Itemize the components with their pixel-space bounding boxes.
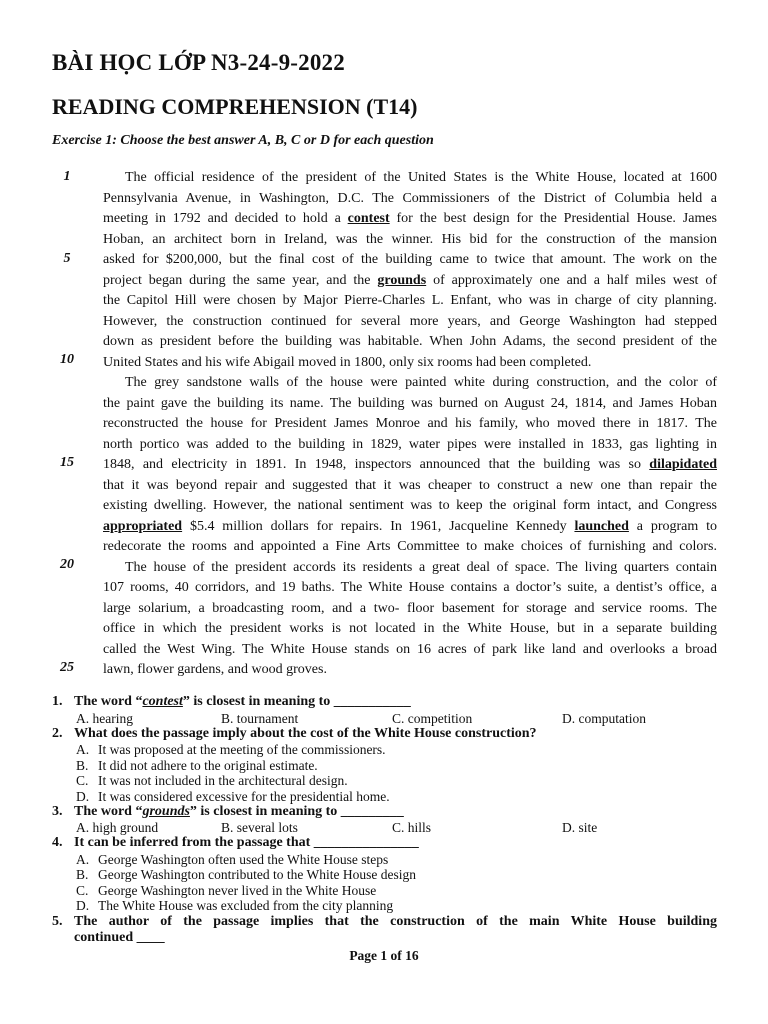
answer-option[interactable]: C. hills: [392, 820, 432, 835]
question-keyword: contest: [142, 694, 183, 709]
exercise-instruction: Exercise 1: Choose the best answer A, B, C or D for each question: [52, 133, 434, 148]
section-title: READING COMPREHENSION (T14): [52, 94, 418, 119]
vocab-word-appropriated: appropriated: [103, 518, 183, 534]
answer-option[interactable]: A. George Washington often used the White House steps: [76, 851, 389, 867]
line-number: 25: [60, 660, 74, 675]
page-footer: Page 1 of 16: [349, 948, 419, 963]
answer-option[interactable]: C. It was not included in the architectural design.: [76, 773, 348, 788]
passage-line: north portico was added to the building in 1829, water pipes were installed in 1833, gas lighting in: [103, 436, 717, 452]
passage-line: the Capitol Hill were chosen by Major Pierre-Charles L. Enfant, who was in charge of city planning.: [103, 293, 717, 308]
passage-line: asked for $200,000, but the final cost of the building came to twice that amount. The work on the: [103, 252, 717, 267]
question-2: 2. What does the passage imply about the cost of the White House construction?: [52, 726, 537, 741]
passage-line: lawn, flower gardens, and wood groves.: [103, 662, 327, 677]
line-number: 15: [60, 455, 74, 470]
passage-line: The grey sandstone walls of the house were painted white during construction, and the color of: [125, 375, 717, 390]
answer-option[interactable]: D. computation: [562, 711, 646, 726]
answer-option[interactable]: D. site: [562, 820, 598, 835]
line-number: 5: [63, 251, 71, 266]
passage-line: 107 rooms, 40 corridors, and 19 baths. The White House contains a doctor’s suite, a dentist’s office, a: [103, 580, 717, 595]
vocab-word-contest: contest: [347, 211, 390, 226]
passage-line: Hoban, an architect born in Ireland, was the winner. His bid for the construction of the mansion: [103, 231, 717, 247]
passage-line: redecorate the rooms and appointed a Fine Arts Committee to make choices of furnishing and colors.: [103, 539, 717, 554]
question-5-text: The author of the passage implies that the construction of the main White House building: [74, 914, 717, 929]
passage-line: project began during the same year, and the grounds of approximately one and a half miles west of: [103, 272, 717, 288]
passage-line: reconstructed the house for President James Monroe and his family, who moved there in 1817. The: [103, 416, 717, 431]
question-keyword: grounds: [142, 804, 190, 819]
question-4: 4. It can be inferred from the passage that _______________: [52, 835, 419, 850]
passage-line: The official residence of the president of the United States is the White House, located at 1600: [125, 170, 717, 185]
line-number: 20: [60, 557, 74, 572]
vocab-word-dilapidated: dilapidated: [649, 457, 717, 472]
vocab-word-grounds: grounds: [377, 272, 427, 288]
passage-line: United States and his wife Abigail moved in 1800, only six rooms had been completed.: [103, 354, 592, 370]
answer-option[interactable]: B. tournament: [221, 711, 299, 726]
passage-line: meeting in 1792 and decided to hold a contest for the best design for the Presidential House. James: [103, 211, 717, 226]
page-title: BÀI HỌC LỚP N3-24-9-2022: [52, 50, 345, 75]
passage-line: down as president before the building was habitable. When John Adams, the second president of the: [103, 334, 717, 349]
question-5-number: 5.: [52, 914, 63, 929]
question-3: 3. The word “grounds” is closest in meaning to _________: [52, 804, 404, 819]
answer-option[interactable]: A. high ground: [76, 820, 159, 835]
answer-option[interactable]: D. It was considered excessive for the presidential home.: [76, 788, 390, 804]
line-number: 1: [63, 169, 71, 184]
answer-option[interactable]: B. several lots: [221, 820, 298, 835]
answer-option[interactable]: A. hearing: [76, 711, 133, 726]
answer-option[interactable]: D. The White House was excluded from the city planning: [76, 898, 394, 913]
answer-option[interactable]: C. competition: [392, 711, 473, 726]
answer-option[interactable]: B. George Washington contributed to the White House design: [76, 867, 416, 882]
line-number: 10: [60, 352, 74, 367]
passage-line: called the West Wing. The White House stands on 16 acres of park like land and overlooks a broad: [103, 641, 717, 657]
answer-option[interactable]: A. It was proposed at the meeting of the commissioners.: [76, 742, 386, 757]
passage-line: appropriated $5.4 million dollars for repairs. In 1961, Jacqueline Kennedy launched a program to: [103, 518, 718, 534]
passage-line: the paint gave the building its name. The building was burned on August 24, 1814, and James Hoban: [103, 395, 717, 411]
passage-line: 1848, and electricity in 1891. In 1948, inspectors announced that the building was so dilapidated: [103, 457, 717, 472]
passage-line: large solarium, a broadcasting room, and a two- floor basement for storage and service rooms. The: [103, 600, 717, 616]
answer-option[interactable]: C. George Washington never lived in the White House: [76, 882, 377, 898]
passage-line: Pennsylvania Avenue, in Washington, D.C. The Commissioners of the District of Columbia held a: [103, 190, 717, 206]
passage-line: that it was beyond repair and suggested that it was cheaper to construct a new one than repair the: [103, 477, 717, 493]
answer-option[interactable]: B. It did not adhere to the original estimate.: [76, 757, 318, 773]
passage-line: existing dwelling. However, the national sentiment was to keep the original form intact, and Congress: [103, 498, 717, 513]
vocab-word-launched: launched: [574, 518, 629, 534]
passage-line: However, the construction continued for several more years, and George Washington had stepped: [103, 313, 717, 329]
question-1: 1. The word “contest” is closest in meaning to ___________: [52, 694, 411, 709]
passage-line: The house of the president accords its residents a great deal of space. The living quarters contain: [125, 559, 717, 575]
question-5-text-cont: continued ____: [74, 930, 165, 945]
passage-line: office in which the president works is not located in the White House, but in a separate building: [103, 621, 717, 636]
